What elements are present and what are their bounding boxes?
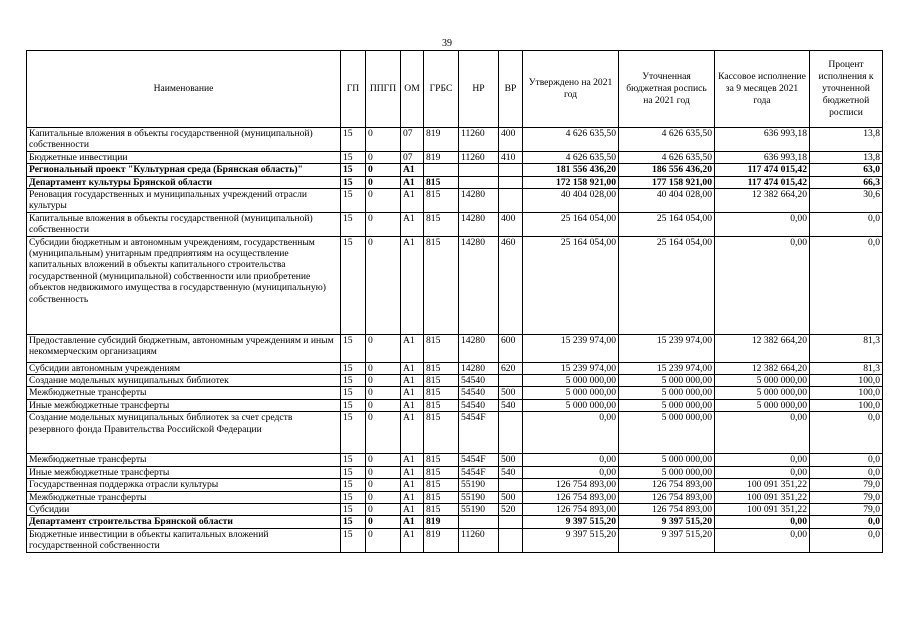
percent-cell: 0,0 (810, 212, 883, 236)
gp-cell: 15 (341, 387, 366, 399)
table-row (27, 334, 883, 362)
cash-cell: 636 993,18 (715, 151, 810, 163)
cash-cell: 0,00 (715, 528, 810, 552)
table-row (27, 189, 883, 213)
table-row (27, 528, 883, 552)
refined-cell: 186 556 436,20 (619, 164, 715, 176)
percent-cell: 30,6 (810, 189, 883, 213)
cash-cell: 12 382 664,20 (715, 189, 810, 213)
om-cell: А1 (401, 491, 424, 503)
approved-cell: 4 626 635,50 (523, 151, 619, 163)
cash-cell: 0,00 (715, 236, 810, 334)
grbs-cell: 819 (424, 528, 459, 552)
table-row (27, 212, 883, 236)
ppgp-cell: 0 (366, 491, 401, 503)
name-cell: Иные межбюджетные трансферты (27, 399, 341, 411)
om-cell: А1 (401, 189, 424, 213)
gp-cell: 15 (341, 212, 366, 236)
grbs-cell: 815 (424, 466, 459, 478)
np-cell: 11260 (459, 128, 499, 152)
ppgp-cell: 0 (366, 362, 401, 374)
grbs-cell: 815 (424, 212, 459, 236)
header-refined: Уточненная бюджетная роспись на 2021 год (619, 51, 715, 128)
cash-cell: 100 091 351,22 (715, 479, 810, 491)
percent-cell: 13,8 (810, 128, 883, 152)
gp-cell: 15 (341, 399, 366, 411)
vr-cell (499, 412, 523, 454)
ppgp-cell: 0 (366, 236, 401, 334)
ppgp-cell: 0 (366, 387, 401, 399)
om-cell: А1 (401, 212, 424, 236)
ppgp-cell: 0 (366, 466, 401, 478)
table-row (27, 503, 883, 515)
percent-cell: 0,0 (810, 412, 883, 454)
refined-cell: 5 000 000,00 (619, 399, 715, 411)
name-cell: Межбюджетные трансферты (27, 454, 341, 466)
gp-cell: 15 (341, 516, 366, 528)
grbs-cell: 815 (424, 236, 459, 334)
gp-cell: 15 (341, 412, 366, 454)
om-cell: А1 (401, 164, 424, 176)
table-row (27, 362, 883, 374)
page-number: 39 (442, 38, 452, 49)
vr-cell (499, 516, 523, 528)
ppgp-cell: 0 (366, 516, 401, 528)
np-cell: 55190 (459, 479, 499, 491)
vr-cell (499, 164, 523, 176)
vr-cell: 410 (499, 151, 523, 163)
vr-cell (499, 479, 523, 491)
grbs-cell: 815 (424, 399, 459, 411)
table-row (27, 412, 883, 454)
om-cell: А1 (401, 479, 424, 491)
vr-cell: 500 (499, 387, 523, 399)
percent-cell: 0,0 (810, 466, 883, 478)
vr-cell (499, 176, 523, 188)
refined-cell: 4 626 635,50 (619, 128, 715, 152)
ppgp-cell: 0 (366, 399, 401, 411)
np-cell: 11260 (459, 151, 499, 163)
gp-cell: 15 (341, 176, 366, 188)
om-cell: А1 (401, 334, 424, 362)
gp-cell: 15 (341, 466, 366, 478)
ppgp-cell: 0 (366, 503, 401, 515)
grbs-cell: 815 (424, 362, 459, 374)
refined-cell: 5 000 000,00 (619, 375, 715, 387)
header-om: ОМ (401, 51, 424, 128)
np-cell: 54540 (459, 375, 499, 387)
percent-cell: 13,8 (810, 151, 883, 163)
grbs-cell: 815 (424, 479, 459, 491)
vr-cell: 460 (499, 236, 523, 334)
vr-cell (499, 528, 523, 552)
refined-cell: 25 164 054,00 (619, 212, 715, 236)
cash-cell: 5 000 000,00 (715, 375, 810, 387)
refined-cell: 126 754 893,00 (619, 479, 715, 491)
approved-cell: 0,00 (523, 412, 619, 454)
percent-cell: 66,3 (810, 176, 883, 188)
grbs-cell: 819 (424, 128, 459, 152)
table-row (27, 151, 883, 163)
np-cell: 14280 (459, 334, 499, 362)
om-cell: А1 (401, 503, 424, 515)
om-cell: А1 (401, 528, 424, 552)
refined-cell: 4 626 635,50 (619, 151, 715, 163)
cash-cell: 12 382 664,20 (715, 362, 810, 374)
gp-cell: 15 (341, 128, 366, 152)
refined-cell: 40 404 028,00 (619, 189, 715, 213)
name-cell: Субсидии автономным учреждениям (27, 362, 341, 374)
vr-cell: 520 (499, 503, 523, 515)
vr-cell: 400 (499, 212, 523, 236)
refined-cell: 15 239 974,00 (619, 362, 715, 374)
np-cell: 55190 (459, 491, 499, 503)
percent-cell: 100,0 (810, 399, 883, 411)
approved-cell: 5 000 000,00 (523, 387, 619, 399)
np-cell: 55190 (459, 503, 499, 515)
om-cell: А1 (401, 236, 424, 334)
percent-cell: 63,0 (810, 164, 883, 176)
gp-cell: 15 (341, 454, 366, 466)
ppgp-cell: 0 (366, 164, 401, 176)
cash-cell: 100 091 351,22 (715, 491, 810, 503)
ppgp-cell: 0 (366, 375, 401, 387)
name-cell: Создание модельных муниципальных библиотек за счет средств резервного фонда Правительства Российской Федерации (27, 412, 341, 454)
approved-cell: 9 397 515,20 (523, 516, 619, 528)
approved-cell: 126 754 893,00 (523, 491, 619, 503)
vr-cell (499, 189, 523, 213)
np-cell: 14280 (459, 189, 499, 213)
table-row (27, 236, 883, 334)
table-row (27, 399, 883, 411)
refined-cell: 126 754 893,00 (619, 503, 715, 515)
om-cell: 07 (401, 128, 424, 152)
percent-cell: 0,0 (810, 516, 883, 528)
name-cell: Создание модельных муниципальных библиотек (27, 375, 341, 387)
refined-cell: 5 000 000,00 (619, 387, 715, 399)
table-row (27, 466, 883, 478)
approved-cell: 5 000 000,00 (523, 399, 619, 411)
table-row (27, 387, 883, 399)
gp-cell: 15 (341, 334, 366, 362)
cash-cell: 0,00 (715, 412, 810, 454)
name-cell: Бюджетные инвестиции (27, 151, 341, 163)
cash-cell: 100 091 351,22 (715, 503, 810, 515)
cash-cell: 0,00 (715, 516, 810, 528)
approved-cell: 181 556 436,20 (523, 164, 619, 176)
grbs-cell: 815 (424, 189, 459, 213)
name-cell: Межбюджетные трансферты (27, 387, 341, 399)
table-row (27, 454, 883, 466)
approved-cell: 126 754 893,00 (523, 479, 619, 491)
cash-cell: 636 993,18 (715, 128, 810, 152)
grbs-cell: 815 (424, 176, 459, 188)
grbs-cell: 815 (424, 503, 459, 515)
ppgp-cell: 0 (366, 412, 401, 454)
name-cell: Субсидии (27, 503, 341, 515)
name-cell: Субсидии бюджетным и автономным учреждениям, государственным (муниципальным) унитарным предприятиям на осуществление капитальных вложений в объекты капитального строительства государственной (муниципальной) собственности или приобретение объектов недвижимого имущества в государственную (муниципальную) собственность (27, 236, 341, 334)
ppgp-cell: 0 (366, 528, 401, 552)
approved-cell: 25 164 054,00 (523, 212, 619, 236)
ppgp-cell: 0 (366, 334, 401, 362)
refined-cell: 9 397 515,20 (619, 516, 715, 528)
gp-cell: 15 (341, 479, 366, 491)
name-cell: Департамент строительства Брянской области (27, 516, 341, 528)
percent-cell: 0,0 (810, 236, 883, 334)
table-row (27, 164, 883, 176)
gp-cell: 15 (341, 236, 366, 334)
percent-cell: 81,3 (810, 334, 883, 362)
name-cell: Капитальные вложения в объекты государственной (муниципальной) собственности (27, 128, 341, 152)
ppgp-cell: 0 (366, 151, 401, 163)
om-cell: А1 (401, 387, 424, 399)
om-cell: А1 (401, 412, 424, 454)
approved-cell: 15 239 974,00 (523, 334, 619, 362)
grbs-cell: 815 (424, 491, 459, 503)
approved-cell: 5 000 000,00 (523, 375, 619, 387)
refined-cell: 5 000 000,00 (619, 412, 715, 454)
header-approved: Утверждено на 2021 год (523, 51, 619, 128)
np-cell (459, 516, 499, 528)
ppgp-cell: 0 (366, 128, 401, 152)
refined-cell: 5 000 000,00 (619, 466, 715, 478)
refined-cell: 5 000 000,00 (619, 454, 715, 466)
gp-cell: 15 (341, 491, 366, 503)
om-cell: А1 (401, 362, 424, 374)
name-cell: Капитальные вложения в объекты государственной (муниципальной) собственности (27, 212, 341, 236)
name-cell: Департамент культуры Брянской области (27, 176, 341, 188)
np-cell: 5454F (459, 454, 499, 466)
name-cell: Государственная поддержка отрасли культуры (27, 479, 341, 491)
table-row (27, 128, 883, 152)
grbs-cell: 819 (424, 151, 459, 163)
om-cell: А1 (401, 375, 424, 387)
vr-cell: 500 (499, 491, 523, 503)
cash-cell: 0,00 (715, 454, 810, 466)
np-cell (459, 176, 499, 188)
np-cell: 5454F (459, 412, 499, 454)
header-np: НР (459, 51, 499, 128)
refined-cell: 177 158 921,00 (619, 176, 715, 188)
om-cell: А1 (401, 176, 424, 188)
vr-cell: 540 (499, 399, 523, 411)
cash-cell: 117 474 015,42 (715, 176, 810, 188)
vr-cell: 500 (499, 454, 523, 466)
approved-cell: 15 239 974,00 (523, 362, 619, 374)
vr-cell: 600 (499, 334, 523, 362)
cash-cell: 0,00 (715, 466, 810, 478)
approved-cell: 126 754 893,00 (523, 503, 619, 515)
om-cell: А1 (401, 466, 424, 478)
percent-cell: 0,0 (810, 454, 883, 466)
table-row (27, 491, 883, 503)
refined-cell: 25 164 054,00 (619, 236, 715, 334)
name-cell: Межбюджетные трансферты (27, 491, 341, 503)
gp-cell: 15 (341, 375, 366, 387)
percent-cell: 79,0 (810, 479, 883, 491)
cash-cell: 5 000 000,00 (715, 399, 810, 411)
gp-cell: 15 (341, 164, 366, 176)
grbs-cell: 815 (424, 387, 459, 399)
ppgp-cell: 0 (366, 454, 401, 466)
np-cell: 14280 (459, 362, 499, 374)
percent-cell: 0,0 (810, 528, 883, 552)
np-cell: 54540 (459, 387, 499, 399)
ppgp-cell: 0 (366, 479, 401, 491)
percent-cell: 79,0 (810, 491, 883, 503)
header-row (27, 51, 883, 128)
gp-cell: 15 (341, 189, 366, 213)
table-row (27, 375, 883, 387)
grbs-cell: 815 (424, 454, 459, 466)
percent-cell: 79,0 (810, 503, 883, 515)
om-cell: А1 (401, 399, 424, 411)
gp-cell: 15 (341, 151, 366, 163)
gp-cell: 15 (341, 503, 366, 515)
ppgp-cell: 0 (366, 176, 401, 188)
np-cell (459, 164, 499, 176)
np-cell: 54540 (459, 399, 499, 411)
name-cell: Предоставление субсидий бюджетным, автономным учреждениям и иным некоммерческим организациям (27, 334, 341, 362)
table-row (27, 516, 883, 528)
header-gp: ГП (341, 51, 366, 128)
grbs-cell (424, 164, 459, 176)
percent-cell: 100,0 (810, 387, 883, 399)
header-ppgp: ППГП (366, 51, 401, 128)
cash-cell: 12 382 664,20 (715, 334, 810, 362)
om-cell: 07 (401, 151, 424, 163)
vr-cell: 620 (499, 362, 523, 374)
cash-cell: 117 474 015,42 (715, 164, 810, 176)
np-cell: 5454F (459, 466, 499, 478)
refined-cell: 126 754 893,00 (619, 491, 715, 503)
cash-cell: 0,00 (715, 212, 810, 236)
refined-cell: 9 397 515,20 (619, 528, 715, 552)
table-body (27, 128, 883, 553)
header-grbs: ГРБС (424, 51, 459, 128)
name-cell: Бюджетные инвестиции в объекты капитальных вложений государственной собственности (27, 528, 341, 552)
om-cell: А1 (401, 516, 424, 528)
table-row (27, 176, 883, 188)
np-cell: 14280 (459, 236, 499, 334)
approved-cell: 25 164 054,00 (523, 236, 619, 334)
approved-cell: 0,00 (523, 454, 619, 466)
header-percent: Процент исполнения к уточненной бюджетной росписи (810, 51, 883, 128)
vr-cell: 400 (499, 128, 523, 152)
approved-cell: 9 397 515,20 (523, 528, 619, 552)
grbs-cell: 815 (424, 375, 459, 387)
ppgp-cell: 0 (366, 189, 401, 213)
gp-cell: 15 (341, 362, 366, 374)
grbs-cell: 815 (424, 412, 459, 454)
om-cell: А1 (401, 454, 424, 466)
vr-cell: 540 (499, 466, 523, 478)
budget-table (26, 50, 883, 553)
grbs-cell: 815 (424, 334, 459, 362)
grbs-cell: 819 (424, 516, 459, 528)
header-name: Наименование (27, 51, 341, 128)
header-cash: Кассовое исполнение за 9 месяцев 2021 года (715, 51, 810, 128)
approved-cell: 40 404 028,00 (523, 189, 619, 213)
approved-cell: 172 158 921,00 (523, 176, 619, 188)
name-cell: Иные межбюджетные трансферты (27, 466, 341, 478)
cash-cell: 5 000 000,00 (715, 387, 810, 399)
name-cell: Реновация государственных и муниципальных учреждений отрасли культуры (27, 189, 341, 213)
np-cell: 14280 (459, 212, 499, 236)
ppgp-cell: 0 (366, 212, 401, 236)
np-cell: 11260 (459, 528, 499, 552)
table-row (27, 479, 883, 491)
gp-cell: 15 (341, 528, 366, 552)
refined-cell: 15 239 974,00 (619, 334, 715, 362)
percent-cell: 100,0 (810, 375, 883, 387)
percent-cell: 81,3 (810, 362, 883, 374)
approved-cell: 4 626 635,50 (523, 128, 619, 152)
vr-cell (499, 375, 523, 387)
name-cell: Региональный проект "Культурная среда (Брянская область)" (27, 164, 341, 176)
approved-cell: 0,00 (523, 466, 619, 478)
header-vr: ВР (499, 51, 523, 128)
